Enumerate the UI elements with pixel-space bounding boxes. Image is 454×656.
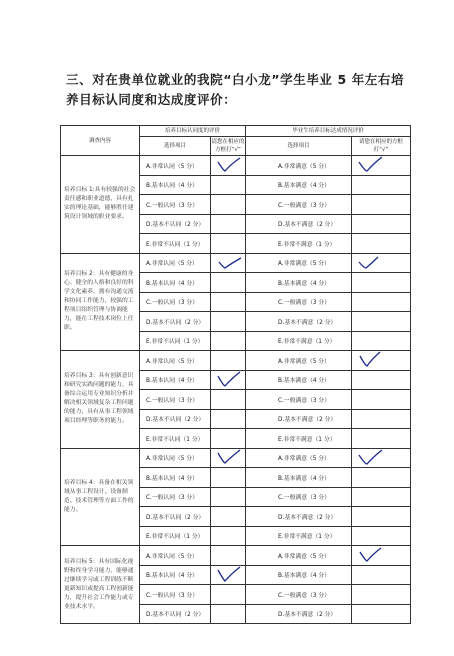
achievement-option: C.一般满意（3 分） [246,585,352,605]
header-option-2: 选择项目 [246,137,352,156]
achievement-checkbox[interactable] [352,448,411,468]
recognition-checkbox[interactable] [211,565,246,585]
recognition-option: A.非常认同（5 分） [140,546,211,566]
checkmark-icon [215,371,243,389]
achievement-option: A.非常满意（5 分） [246,351,352,371]
header-survey-content: 调查内容 [61,126,140,156]
recognition-checkbox[interactable] [211,370,246,390]
achievement-checkbox[interactable] [352,526,411,546]
recognition-checkbox[interactable] [211,604,246,624]
checkmark-icon [215,156,243,174]
objective-1: 培养目标 1:具有较强的社会责任感和职业道德，具有扎实的理论基础，能够胜任建筑设计领域的职业要求。 [61,156,140,254]
achievement-checkbox[interactable] [352,175,411,195]
checkmark-icon [215,449,243,467]
achievement-checkbox[interactable] [352,429,411,449]
achievement-option: D.基本不满意（2 分） [246,604,352,624]
recognition-option: D.基本不认同（2 分） [140,214,211,234]
achievement-option: D.基本不满意（2 分） [246,507,352,527]
recognition-checkbox[interactable] [211,351,246,371]
recognition-option: E.非常不认同（1 分） [140,234,211,254]
recognition-option: B.基本认同（4 分） [140,175,211,195]
recognition-checkbox[interactable] [211,468,246,488]
recognition-option: C.一般认同（3 分） [140,195,211,215]
recognition-option: C.一般认同（3 分） [140,487,211,507]
objective-3: 培养目标 3：具有创新意识和研究实践问题的能力，具备综合运用专业知识分析并解决相关领域复杂工程问题的能力，具有从事工程领域项目经理等职务的能力。 [61,351,140,449]
recognition-checkbox[interactable] [211,292,246,312]
achievement-option: A.非常满意（5 分） [246,448,352,468]
achievement-option: E.非常不满意（1 分） [246,526,352,546]
achievement-checkbox[interactable] [352,331,411,351]
achievement-option: E.非常不满意（1 分） [246,234,352,254]
checkmark-icon [356,156,384,174]
achievement-option: C.一般满意（3 分） [246,390,352,410]
achievement-option: E.非常不满意（1 分） [246,331,352,351]
achievement-option: D.基本不满意（2 分） [246,214,352,234]
achievement-checkbox[interactable] [352,253,411,273]
header-option-1: 选择项目 [140,137,211,156]
recognition-option: E.非常不认同（1 分） [140,429,211,449]
achievement-checkbox[interactable] [352,565,411,585]
recognition-checkbox[interactable] [211,156,246,176]
recognition-checkbox[interactable] [211,175,246,195]
recognition-checkbox[interactable] [211,214,246,234]
achievement-checkbox[interactable] [352,468,411,488]
achievement-checkbox[interactable] [352,604,411,624]
achievement-option: B.基本满意（4 分） [246,370,352,390]
checkmark-icon [356,449,384,467]
evaluation-table [60,125,411,624]
recognition-option: D.基本不认同（2 分） [140,507,211,527]
achievement-checkbox[interactable] [352,195,411,215]
recognition-option: B.基本认同（4 分） [140,273,211,293]
recognition-option: E.非常不认同（1 分） [140,331,211,351]
achievement-checkbox[interactable] [352,234,411,254]
achievement-checkbox[interactable] [352,370,411,390]
section-heading: 三、对在贵单位就业的我院“白小龙”学生毕业 5 年左右培养目标认同度和达成度评价： [66,72,405,107]
recognition-option: A.非常认同（5 分） [140,448,211,468]
header-recognition: 培养目标认同度的评价 [140,126,246,137]
objective-4: 培养目标 4：具备在相关领域从事工程设计、设备制造、技术管理等方面工作的能力。 [61,448,140,546]
header-mark-1: 请您在相应的方框打“√” [211,137,246,156]
achievement-option: C.一般满意（3 分） [246,292,352,312]
objective-5: 培养目标 5：具有国际化视野和终身学习能力，能够通过继续学习或工程训练不断更新知识或提高工程创新能力，提升社会工作能力或专业技术水平。 [61,546,140,624]
achievement-option: B.基本满意（4 分） [246,565,352,585]
checkmark-icon [356,254,384,272]
header-mark-2: 请您在相应的方框打“√” [352,137,411,156]
recognition-option: D.基本不认同（2 分） [140,604,211,624]
recognition-option: B.基本认同（4 分） [140,370,211,390]
recognition-checkbox[interactable] [211,195,246,215]
header-achievement: 毕业生培养目标达成情况评价 [246,126,411,137]
achievement-option: B.基本满意（4 分） [246,468,352,488]
recognition-option: E.非常不认同（1 分） [140,526,211,546]
recognition-checkbox[interactable] [211,448,246,468]
objective-2: 培养目标 2：具有健康的身心、健全的人格和良好的科学文化素养，拥有沟通交流和协同工作能力，较强的工程项目组织管理与协调能力，能在工程技术岗位上任职。 [61,253,140,351]
recognition-checkbox[interactable] [211,390,246,410]
achievement-option: C.一般满意（3 分） [246,487,352,507]
recognition-option: A.非常认同（5 分） [140,156,211,176]
recognition-checkbox[interactable] [211,487,246,507]
recognition-checkbox[interactable] [211,234,246,254]
achievement-checkbox[interactable] [352,390,411,410]
recognition-option: D.基本不认同（2 分） [140,312,211,332]
checkmark-icon [356,546,384,564]
recognition-option: C.一般认同（3 分） [140,292,211,312]
recognition-checkbox[interactable] [211,253,246,273]
recognition-checkbox[interactable] [211,273,246,293]
achievement-option: B.基本满意（4 分） [246,175,352,195]
achievement-checkbox[interactable] [352,409,411,429]
achievement-option: A.非常满意（5 分） [246,156,352,176]
achievement-checkbox[interactable] [352,156,411,176]
recognition-checkbox[interactable] [211,507,246,527]
achievement-option: D.基本不满意（2 分） [246,312,352,332]
achievement-checkbox[interactable] [352,546,411,566]
checkmark-icon [215,566,243,584]
achievement-checkbox[interactable] [352,487,411,507]
achievement-checkbox[interactable] [352,273,411,293]
recognition-checkbox[interactable] [211,546,246,566]
checkmark-icon [356,351,384,369]
achievement-option: C.一般满意（3 分） [246,195,352,215]
achievement-option: A.非常满意（5 分） [246,253,352,273]
achievement-option: A.非常满意（5 分） [246,546,352,566]
recognition-option: A.非常认同（5 分） [140,351,211,371]
achievement-option: D.基本不满意（2 分） [246,409,352,429]
achievement-checkbox[interactable] [352,585,411,605]
achievement-checkbox[interactable] [352,312,411,332]
recognition-option: C.一般认同（3 分） [140,585,211,605]
recognition-checkbox[interactable] [211,526,246,546]
recognition-option: D.基本不认同（2 分） [140,409,211,429]
recognition-checkbox[interactable] [211,312,246,332]
recognition-option: C.一般认同（3 分） [140,390,211,410]
recognition-checkbox[interactable] [211,409,246,429]
achievement-option: E.非常不满意（1 分） [246,429,352,449]
recognition-option: B.基本认同（4 分） [140,468,211,488]
recognition-checkbox[interactable] [211,585,246,605]
recognition-option: B.基本认同（4 分） [140,565,211,585]
checkmark-icon [215,254,243,272]
recognition-checkbox[interactable] [211,429,246,449]
recognition-checkbox[interactable] [211,331,246,351]
recognition-option: A.非常认同（5 分） [140,253,211,273]
achievement-checkbox[interactable] [352,214,411,234]
achievement-checkbox[interactable] [352,292,411,312]
achievement-option: B.基本满意（4 分） [246,273,352,293]
achievement-checkbox[interactable] [352,507,411,527]
achievement-checkbox[interactable] [352,351,411,371]
